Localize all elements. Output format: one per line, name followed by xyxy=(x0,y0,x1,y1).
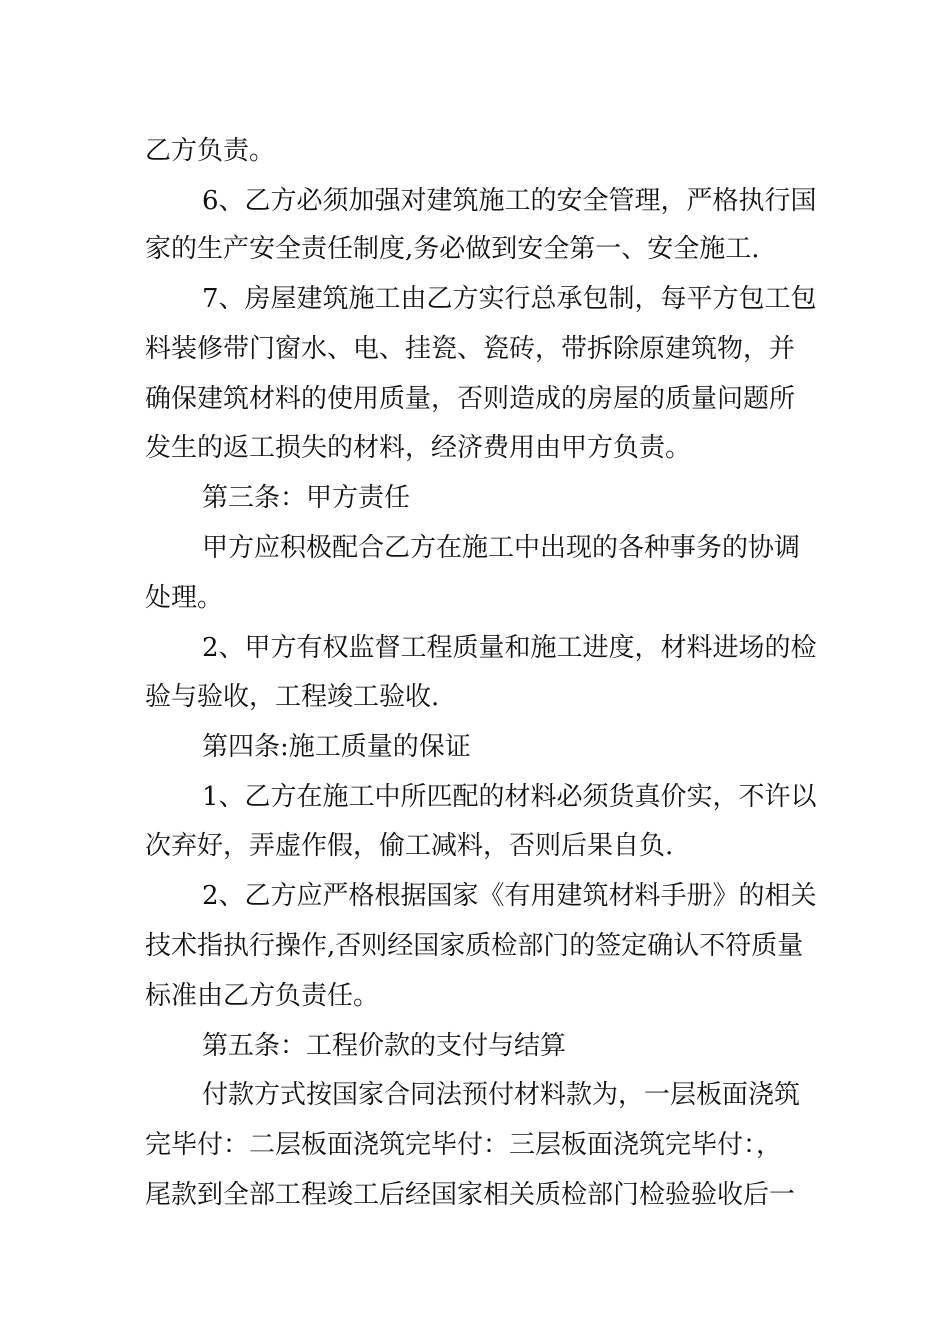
text-line: 技术指执行操作,否则经国家质检部门的签定确认不符质量 xyxy=(145,931,804,961)
section-heading: 第三条：甲方责任 xyxy=(202,483,411,513)
text-line: 次弃好，弄虚作假，偷工减料，否则后果自负. xyxy=(145,831,674,861)
text-line: 标准由乙方负责任。 xyxy=(145,981,380,1011)
section-heading: 第五条：工程价款的支付与结算 xyxy=(202,1031,567,1061)
text-line: 确保建筑材料的使用质量，否则造成的房屋的质量问题所 xyxy=(145,384,796,414)
text-line: 甲方应积极配合乙方在施工中出现的各种事务的协调 xyxy=(202,533,801,563)
text-line: 验与验收，工程竣工验收. xyxy=(145,682,440,712)
section-heading: 第四条:施工质量的保证 xyxy=(202,732,471,762)
text-line: 尾款到全部工程竣工后经国家相关质检部门检验验收后一 xyxy=(145,1180,796,1210)
text-line: 完毕付：二层板面浇筑完毕付：三层板面浇筑完毕付：， xyxy=(145,1130,783,1160)
text-line: 料装修带门窗水、电、挂瓷、瓷砖，带拆除原建筑物，并 xyxy=(145,334,796,364)
text-line: 2、甲方有权监督工程质量和施工进度，材料进场的检 xyxy=(202,633,817,663)
text-line: 2、乙方应严格根据国家《有用建筑材料手册》的相关 xyxy=(202,881,817,911)
text-line: 发生的返工损失的材料，经济费用由甲方负责。 xyxy=(145,433,692,463)
text-line: 7、房屋建筑施工由乙方实行总承包制，每平方包工包 xyxy=(202,284,817,314)
text-line: 付款方式按国家合同法预付材料款为，一层板面浇筑 xyxy=(202,1080,801,1110)
text-line: 6、乙方必须加强对建筑施工的安全管理，严格执行国 xyxy=(202,186,817,216)
text-line: 1、乙方在施工中所匹配的材料必须货真价实，不许以 xyxy=(202,782,817,812)
text-line: 乙方负责。 xyxy=(145,136,276,166)
text-line: 家的生产安全责任制度,务必做到安全第一、安全施工. xyxy=(145,234,760,264)
text-line: 处理。 xyxy=(145,583,224,613)
